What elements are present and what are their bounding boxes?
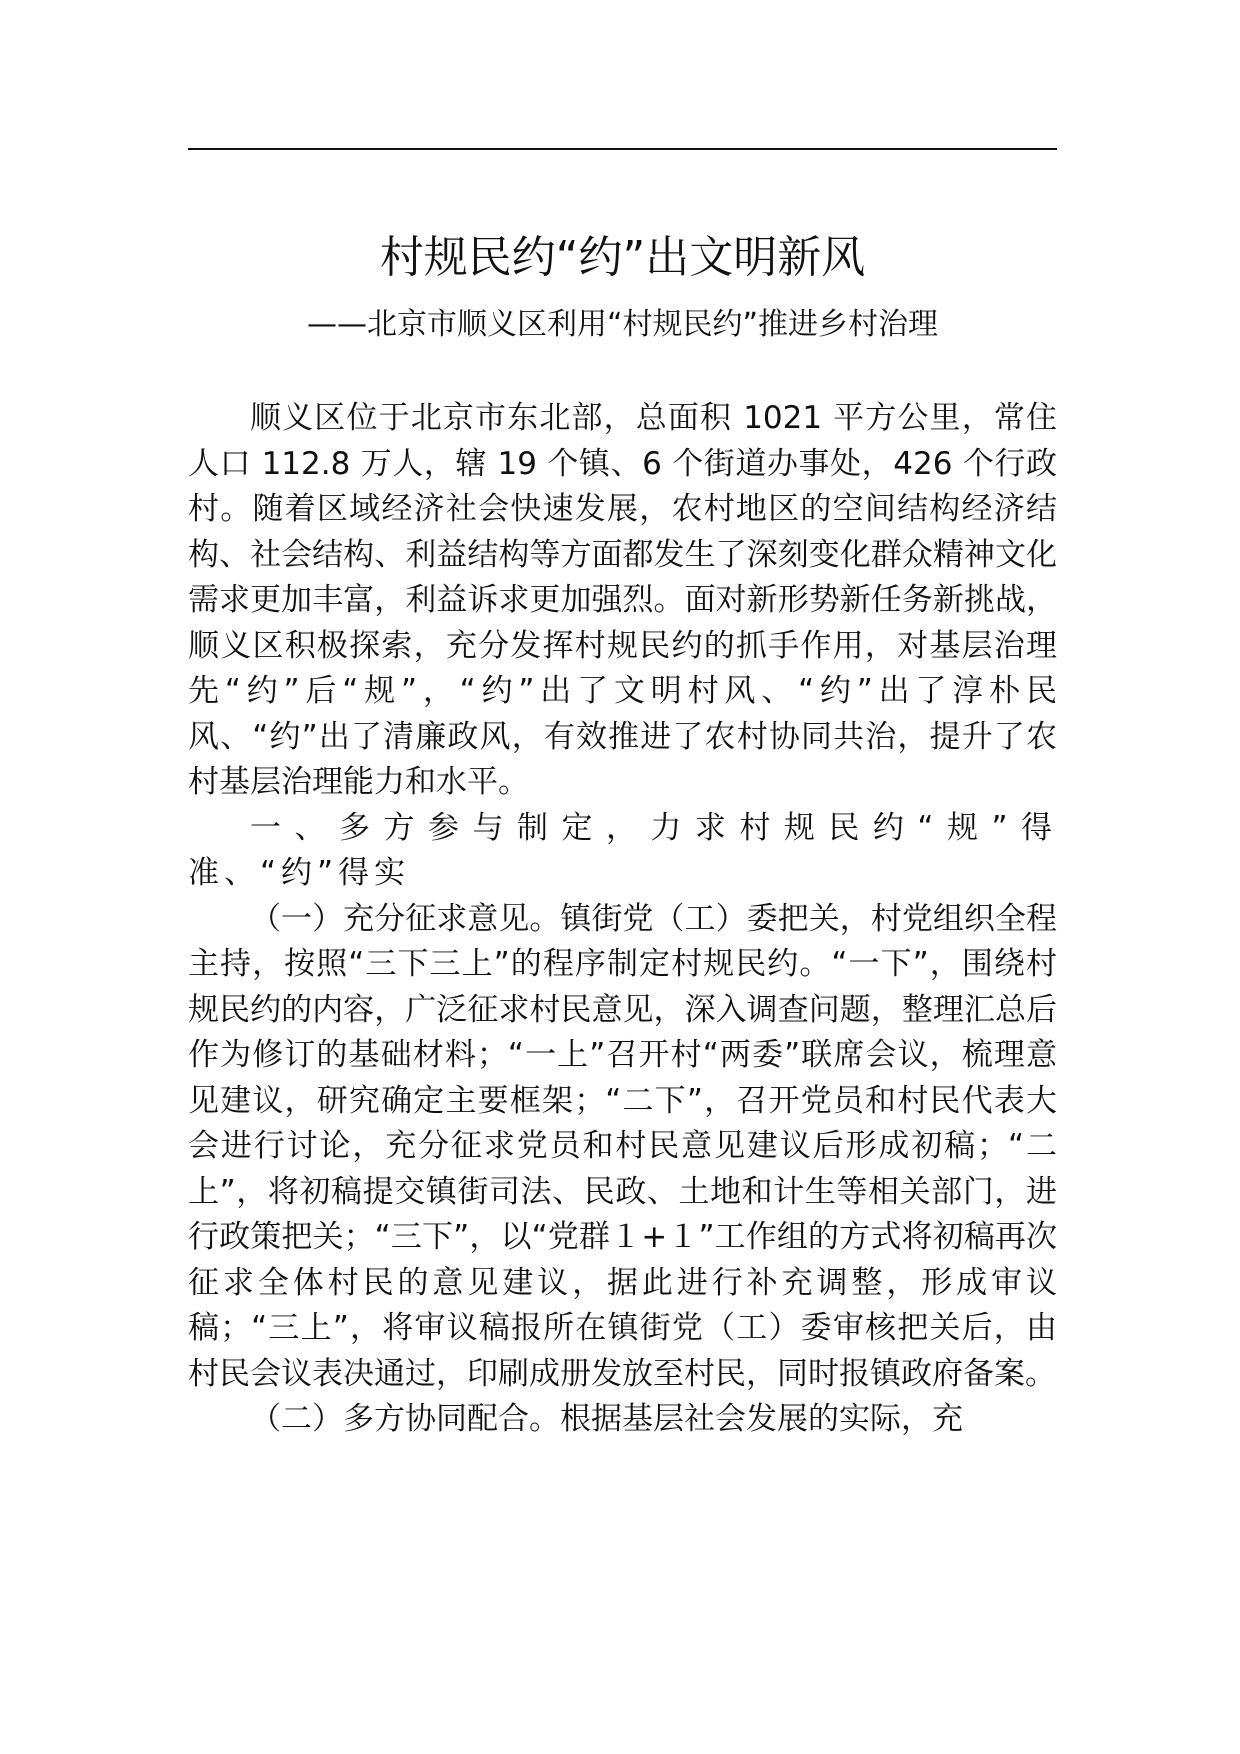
header-rule: [188, 148, 1057, 150]
document-body: [188, 396, 1057, 1443]
document-subtitle: ——北京市顺义区利用“村规民约”推进乡村治理: [306, 307, 939, 342]
subsection-paragraph: （一）充分征求意见。镇街党（工）委把关，村党组织全程主持，按照“三下三上”的程序制定村规民约。“一下”，围绕村规民约的内容，广泛征求村民意见，深入调查问题，整理汇总后作为修订的基础材料；“一上”召开村“两委”联席会议，梳理意见建议，研究确定主要框架；“二下”，召开党员和村民代表大会进行讨论，充分征求党员和村民意见建议后形成初稿；“二上”，将初稿提交镇街司法、民政、土地和计生等相关部门，进行政策把关；“三下”，以“党群１+１”工作组的方式将初稿再次征求全体村民的意见建议，据此进行补充调整，形成审议稿；“三上”，将审议稿报所在镇街党（工）委审核把关后，由村民会议表决通过，印刷成册发放至村民，同时报镇政府备案。: [188, 900, 1057, 1392]
document-title: 村规民约“约”出文明新风: [379, 232, 866, 283]
subsection-paragraph: （二）多方协同配合。根据基层社会发展的实际，充: [250, 1401, 963, 1437]
section-heading: 一、多方参与制定，力求村规民约“规”得准、“约”得实: [188, 809, 1057, 891]
intro-paragraph: 顺义区位于北京市东北部，总面积 1021 平方公里，常住人口 112.8 万人，辖 19 个镇、6 个街道办事处，426 个行政村。随着区域经济社会快速发展，农村地区的空间结构经济结构、社会结构、利益结构等方面都发生了深刻变化群众精神文化需求更加丰富，利益诉求更加强烈。面对新形势新任务新挑战，顺义区积极探索，充分发挥村规民约的抓手作用，对基层治理先“约”后“规”，“约”出了文明村风、“约”出了淳朴民风、“约”出了清廉政风，有效推进了农村协同共治，提升了农村基层治理能力和水平。: [188, 400, 1057, 800]
